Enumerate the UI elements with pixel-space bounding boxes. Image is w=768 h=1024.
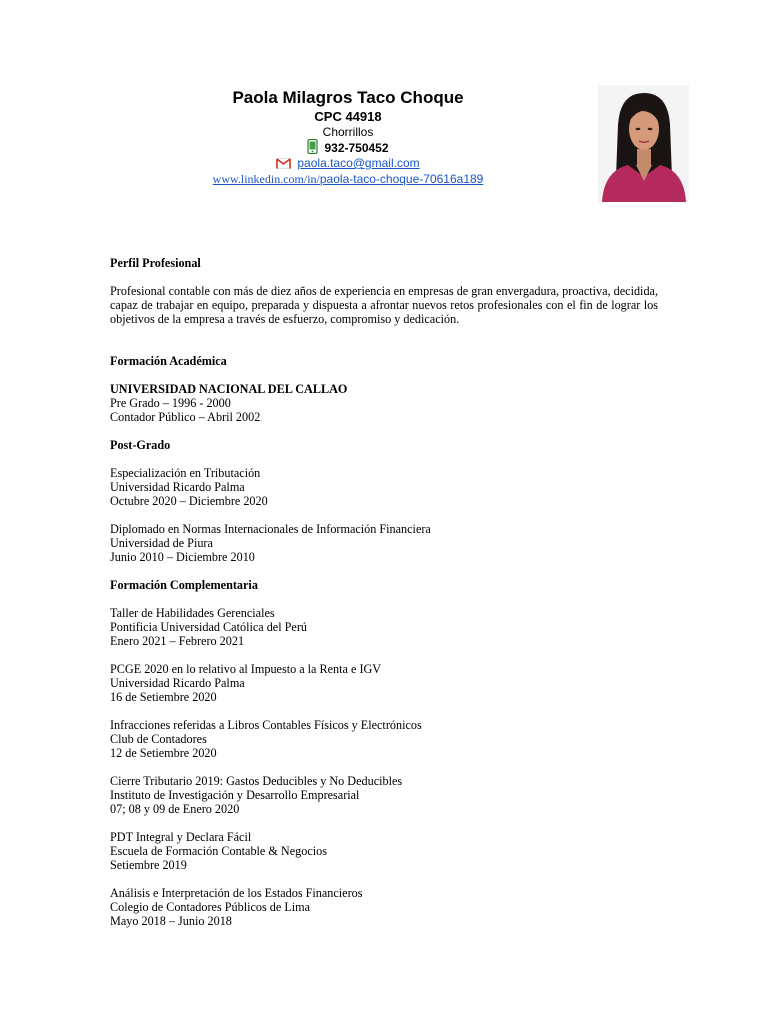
- university-name: UNIVERSIDAD NACIONAL DEL CALLAO: [110, 382, 348, 396]
- entry-title: PCGE 2020 en lo relativo al Impuesto a la Renta e IGV: [110, 662, 382, 676]
- entry-date: Junio 2010 – Diciembre 2010: [110, 550, 255, 564]
- postgrad-entry: [110, 522, 658, 564]
- course-entry: [110, 774, 658, 816]
- section-heading-academic: Formación Académica: [110, 354, 227, 368]
- entry-title: Diplomado en Normas Internacionales de Información Financiera: [110, 522, 431, 536]
- mobile-phone-icon: [307, 139, 318, 157]
- entry-institution: Club de Contadores: [110, 732, 207, 746]
- entry-date: Mayo 2018 – Junio 2018: [110, 914, 232, 928]
- entry-title: Análisis e Interpretación de los Estados Financieros: [110, 886, 363, 900]
- entry-institution: Instituto de Investigación y Desarrollo Empresarial: [110, 788, 360, 802]
- gmail-icon: [276, 158, 291, 172]
- cpc-number: CPC 44918: [314, 109, 382, 124]
- entry-title: PDT Integral y Declara Fácil: [110, 830, 252, 844]
- section-heading-profile: Perfil Profesional: [110, 256, 201, 270]
- entry-date: 12 de Setiembre 2020: [110, 746, 217, 760]
- course-entry: [110, 606, 658, 648]
- professional-title: Contador Público – Abril 2002: [110, 410, 261, 424]
- entry-date: Octubre 2020 – Diciembre 2020: [110, 494, 268, 508]
- linkedin-link[interactable]: [0, 172, 696, 187]
- linkedin-prefix[interactable]: www.linkedin.com/in/: [212, 172, 320, 186]
- entry-date: 16 de Setiembre 2020: [110, 690, 217, 704]
- phone-row: [0, 139, 696, 157]
- entry-title: Especialización en Tributación: [110, 466, 261, 480]
- entry-institution: Universidad Ricardo Palma: [110, 676, 245, 690]
- cv-content: [110, 256, 658, 928]
- entry-title: Infracciones referidas a Libros Contables Físicos y Electrónicos: [110, 718, 422, 732]
- linkedin-slug[interactable]: paola-taco-choque-70616a189: [319, 172, 484, 186]
- district: Chorrillos: [322, 125, 374, 139]
- candidate-name: Paola Milagros Taco Choque: [232, 88, 464, 107]
- course-entry: [110, 886, 658, 928]
- entry-title: Taller de Habilidades Gerenciales: [110, 606, 275, 620]
- profile-photo: [598, 85, 689, 202]
- phone-number: 932-750452: [324, 141, 389, 155]
- entry-institution: Escuela de Formación Contable & Negocios: [110, 844, 327, 858]
- entry-date: Enero 2021 – Febrero 2021: [110, 634, 245, 648]
- profile-text: Profesional contable con más de diez años de experiencia en empresas de gran envergadura, proactiva, decidida, capaz de trabajar en equipo, preparada y dispuesta a afrontar nuevos retos profesionales con el fin de lograr los objetivos de la empresa a través de esfuerzo, compromiso y dedicación.: [110, 284, 658, 326]
- section-heading-complementary: Formación Complementaria: [110, 578, 258, 592]
- course-entry: [110, 830, 658, 872]
- postgrad-entry: [110, 466, 658, 508]
- course-entry: [110, 718, 658, 760]
- course-entry: [110, 662, 658, 704]
- entry-institution: Universidad Ricardo Palma: [110, 480, 245, 494]
- entry-title: Cierre Tributario 2019: Gastos Deducibles y No Deducibles: [110, 774, 403, 788]
- entry-institution: Pontificia Universidad Católica del Perú: [110, 620, 307, 634]
- undergrad-period: Pre Grado – 1996 - 2000: [110, 396, 231, 410]
- entry-institution: Universidad de Piura: [110, 536, 213, 550]
- email-link[interactable]: paola.taco@gmail.com: [297, 156, 420, 170]
- entry-date: Setiembre 2019: [110, 858, 187, 872]
- entry-date: 07; 08 y 09 de Enero 2020: [110, 802, 240, 816]
- entry-institution: Colegio de Contadores Públicos de Lima: [110, 900, 311, 914]
- section-heading-postgrad: Post-Grado: [110, 438, 171, 452]
- email-row[interactable]: [0, 156, 696, 172]
